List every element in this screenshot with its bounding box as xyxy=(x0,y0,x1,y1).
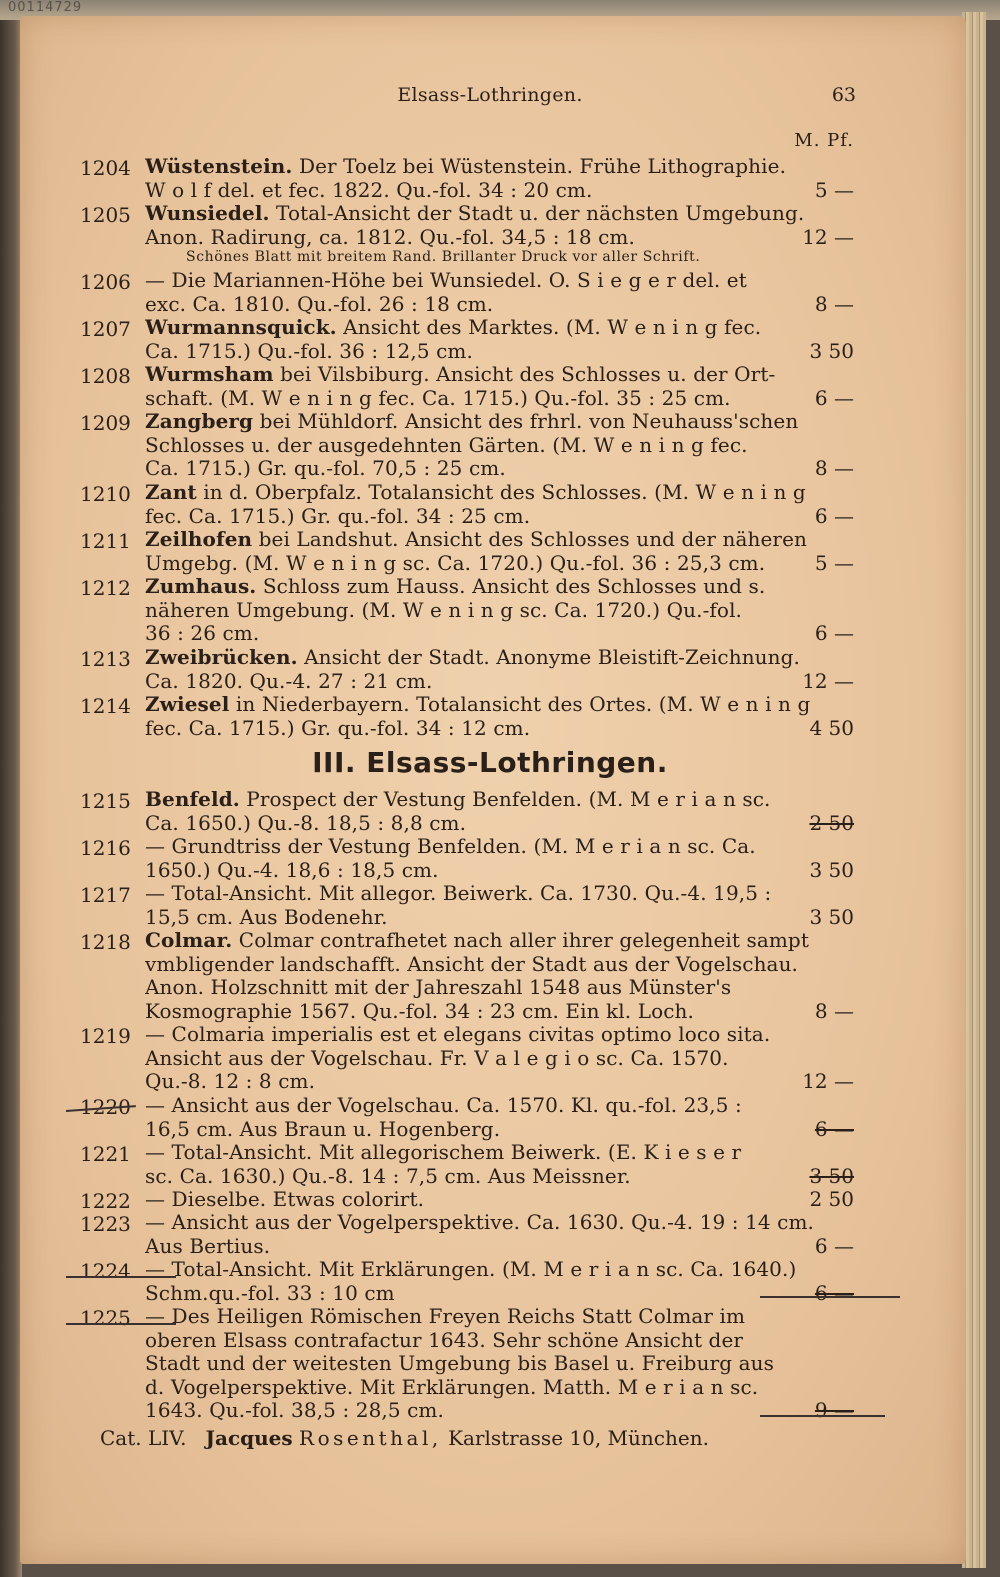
entry-line: Anon. Radirung, ca. 1812. Qu.-fol. 34,5 : 18 cm. xyxy=(145,224,635,249)
entry-price: 6 — xyxy=(814,1233,854,1258)
entry-number: 1207 xyxy=(80,317,131,341)
footer-publisher: Jacques xyxy=(205,1426,293,1450)
entry-line: oberen Elsass contrafactur 1643. Sehr schöne Ansicht der xyxy=(145,1327,744,1352)
entry-line: Ca. 1715.) Qu.-fol. 36 : 12,5 cm. xyxy=(145,338,473,363)
catalog-footer xyxy=(100,1426,860,1450)
footer-catalog: Cat. LIV. xyxy=(100,1426,187,1450)
entry-number: 1215 xyxy=(80,789,131,813)
price-column-label: M. Pf. xyxy=(794,130,854,151)
entry-number: 1204 xyxy=(80,156,131,180)
entry-place-name: Zweibrücken. xyxy=(145,645,298,669)
entry-place-name: Zant xyxy=(145,480,197,504)
entry-place-name: Zwiesel xyxy=(145,692,230,716)
entry-line: Benfeld. Prospect der Vestung Benfelden. (M. M e r i a n sc. xyxy=(145,787,771,811)
entry-place-name: Zangberg xyxy=(145,409,254,433)
entry-price: 2 50 xyxy=(809,1187,854,1211)
section-heading: III. Elsass-Lothringen. xyxy=(312,746,668,779)
entry-line: 16,5 cm. Aus Braun u. Hogenberg. xyxy=(145,1116,501,1141)
entry-line: Colmar. Colmar contrafhetet nach aller ihrer gelegenheit sampt xyxy=(145,928,809,952)
entry-line: Zumhaus. Schloss zum Hauss. Ansicht des Schlosses und s. xyxy=(145,574,766,598)
entry-number: 1205 xyxy=(80,203,131,227)
entry-line: Wurmannsquick. Ansicht des Marktes. (M. W e n i n g fec. xyxy=(145,315,762,339)
entry-price: 6 — xyxy=(814,385,854,410)
entry-place-name: Wurmsham xyxy=(145,362,274,386)
entry-line: — Colmaria imperialis est et elegans civitas optimo loco sita. xyxy=(145,1022,771,1046)
entry-line: vmbligender landschafft. Ansicht der Stadt aus der Vogelschau. xyxy=(145,951,799,976)
footer-address: Karlstrasse 10, München. xyxy=(448,1426,709,1450)
entry-line: — Dieselbe. Etwas colorirt. xyxy=(145,1187,425,1211)
entry-price: 6 — xyxy=(814,1116,854,1141)
entry-line: 1643. Qu.-fol. 38,5 : 28,5 cm. xyxy=(145,1398,444,1422)
entry-price: 12 — xyxy=(802,1069,854,1093)
entry-line: — Total-Ansicht. Mit allegor. Beiwerk. Ca. 1730. Qu.-4. 19,5 : xyxy=(145,881,772,905)
entry-line: — Die Mariannen-Höhe bei Wunsiedel. O. S i e g e r del. et xyxy=(145,268,747,292)
entry-price: 6 — xyxy=(814,1280,854,1305)
entry-line: Kosmographie 1567. Qu.-fol. 34 : 23 cm. Ein kl. Loch. xyxy=(145,998,694,1023)
pencil-mark xyxy=(760,1296,900,1298)
entry-price: 4 50 xyxy=(809,715,854,740)
entry-line: Ca. 1820. Qu.-4. 27 : 21 cm. xyxy=(145,668,433,693)
pencil-mark xyxy=(66,1323,176,1325)
entry-number: 1212 xyxy=(80,576,131,600)
entry-line: Schlosses u. der ausgedehnten Gärten. (M. W e n i n g fec. xyxy=(145,432,748,457)
entry-price: 12 — xyxy=(802,224,854,249)
pencil-mark xyxy=(66,1276,176,1278)
entry-place-name: Zumhaus. xyxy=(145,574,257,598)
running-header-title: Elsass-Lothringen. xyxy=(397,84,583,106)
entry-line: Ca. 1650.) Qu.-8. 18,5 : 8,8 cm. xyxy=(145,810,467,835)
entry-line: Ansicht aus der Vogelschau. Fr. V a l e g i o sc. Ca. 1570. xyxy=(145,1045,729,1070)
entry-line: Wurmsham bei Vilsbiburg. Ansicht des Schlosses u. der Ort- xyxy=(145,362,776,386)
entry-price: 5 — xyxy=(814,177,854,202)
entry-line: Wüstenstein. Der Toelz bei Wüstenstein. Frühe Lithographie. xyxy=(145,154,787,178)
entry-price: 12 — xyxy=(802,668,854,693)
entry-line: — Des Heiligen Römischen Freyen Reichs Statt Colmar im xyxy=(145,1304,746,1328)
entry-number: 1225 xyxy=(80,1306,131,1330)
entry-number: 1208 xyxy=(80,364,131,388)
entry-number: 1209 xyxy=(80,411,131,435)
entry-number: 1224 xyxy=(80,1259,131,1283)
book-spine-edge xyxy=(0,18,22,1577)
entry-number: 1220 xyxy=(80,1095,131,1119)
entry-line: näheren Umgebung. (M. W e n i n g sc. Ca. 1720.) Qu.-fol. xyxy=(145,597,743,622)
entry-line: 36 : 26 cm. xyxy=(145,621,260,645)
entry-number: 1210 xyxy=(80,482,131,506)
entry-line: Ca. 1715.) Gr. qu.-fol. 70,5 : 25 cm. xyxy=(145,456,506,480)
entry-price: 5 — xyxy=(814,550,854,575)
entry-place-name: Wüstenstein. xyxy=(145,154,293,178)
entry-price: 6 — xyxy=(814,503,854,528)
entry-number: 1223 xyxy=(80,1212,131,1236)
entry-number: 1214 xyxy=(80,694,131,718)
entry-line: — Total-Ansicht. Mit Erklärungen. (M. M e r i a n sc. Ca. 1640.) xyxy=(145,1257,797,1281)
page-number: 63 xyxy=(831,84,856,106)
entry-line: fec. Ca. 1715.) Gr. qu.-fol. 34 : 25 cm. xyxy=(145,503,531,528)
entry-place-name: Zeilhofen xyxy=(145,527,253,551)
entry-price: 3 50 xyxy=(809,1163,854,1188)
entry-line: Zangberg bei Mühldorf. Ansicht des frhrl. von Neuhauss'schen xyxy=(145,409,799,433)
entry-line: Zeilhofen bei Landshut. Ansicht des Schlosses und der näheren xyxy=(145,527,807,551)
entry-price: 8 — xyxy=(814,998,854,1023)
entry-line: — Total-Ansicht. Mit allegorischem Beiwerk. (E. K i e s e r xyxy=(145,1140,742,1164)
entry-line: Stadt und der weitesten Umgebung bis Basel u. Freiburg aus xyxy=(145,1351,774,1375)
entry-number: 1216 xyxy=(80,836,131,860)
entry-number: 1222 xyxy=(80,1189,131,1213)
entry-price: 2 50 xyxy=(809,810,854,835)
entry-price: 3 50 xyxy=(809,857,854,882)
entry-line: sc. Ca. 1630.) Qu.-8. 14 : 7,5 cm. Aus Meissner. xyxy=(145,1163,631,1188)
entry-line: Anon. Holzschnitt mit der Jahreszahl 1548 aus Münster's xyxy=(145,975,732,999)
entry-line: Qu.-8. 12 : 8 cm. xyxy=(145,1069,316,1093)
entry-line: — Ansicht aus der Vogelperspektive. Ca. 1630. Qu.-4. 19 : 14 cm. xyxy=(145,1210,815,1234)
entry-line: — Ansicht aus der Vogelschau. Ca. 1570. Kl. qu.-fol. 23,5 : xyxy=(145,1093,742,1117)
entry-number: 1217 xyxy=(80,883,131,907)
entry-number: 1213 xyxy=(80,647,131,671)
entry-line: W o l f del. et fec. 1822. Qu.-fol. 34 : 20 cm. xyxy=(145,177,593,202)
scan-label: 00114729 xyxy=(8,0,83,15)
entry-line: 1650.) Qu.-4. 18,6 : 18,5 cm. xyxy=(145,857,439,882)
entry-number: 1206 xyxy=(80,270,131,294)
entry-place-name: Wurmannsquick. xyxy=(145,315,337,339)
entry-line: Zant in d. Oberpfalz. Totalansicht des Schlosses. (M. W e n i n g xyxy=(145,480,806,504)
entry-price: 8 — xyxy=(814,291,854,316)
entry-line: Schm.qu.-fol. 33 : 10 cm xyxy=(145,1280,395,1305)
pencil-mark xyxy=(760,1415,885,1417)
entry-line: 15,5 cm. Aus Bodenehr. xyxy=(145,904,388,929)
entry-price: 3 50 xyxy=(809,904,854,929)
entry-line: Wunsiedel. Total-Ansicht der Stadt u. der nächsten Umgebung. xyxy=(145,201,805,225)
entry-price: 6 — xyxy=(814,621,854,645)
footer-name: Rosenthal, xyxy=(299,1426,442,1450)
entry-line: Zweibrücken. Ansicht der Stadt. Anonyme Bleistift-Zeichnung. xyxy=(145,645,801,669)
entry-line: — Grundtriss der Vestung Benfelden. (M. M e r i a n sc. Ca. xyxy=(145,834,756,858)
entry-line: Umgebg. (M. W e n i n g sc. Ca. 1720.) Qu.-fol. 36 : 25,3 cm. xyxy=(145,550,766,575)
entry-number: 1218 xyxy=(80,930,131,954)
entry-price: 3 50 xyxy=(809,338,854,363)
entry-line: d. Vogelperspektive. Mit Erklärungen. Matth. M e r i a n sc. xyxy=(145,1374,759,1399)
entry-number: 1221 xyxy=(80,1142,131,1166)
entry-number: 1219 xyxy=(80,1024,131,1048)
entry-price: 9 — xyxy=(814,1398,854,1422)
entry-place-name: Wunsiedel. xyxy=(145,201,270,225)
entry-note: Schönes Blatt mit breitem Rand. Brillanter Druck vor aller Schrift. xyxy=(186,249,701,265)
entry-place-name: Colmar. xyxy=(145,928,233,952)
entry-line: Aus Bertius. xyxy=(145,1233,271,1258)
entry-line: schaft. (M. W e n i n g fec. Ca. 1715.) Qu.-fol. 35 : 25 cm. xyxy=(145,385,731,410)
entry-price: 8 — xyxy=(814,456,854,480)
entry-line: Zwiesel in Niederbayern. Totalansicht des Ortes. (M. W e n i n g xyxy=(145,692,811,716)
entry-number: 1211 xyxy=(80,529,131,553)
entry-line: exc. Ca. 1810. Qu.-fol. 26 : 18 cm. xyxy=(145,291,494,316)
entry-line: fec. Ca. 1715.) Gr. qu.-fol. 34 : 12 cm. xyxy=(145,715,531,740)
entry-place-name: Benfeld. xyxy=(145,787,240,811)
